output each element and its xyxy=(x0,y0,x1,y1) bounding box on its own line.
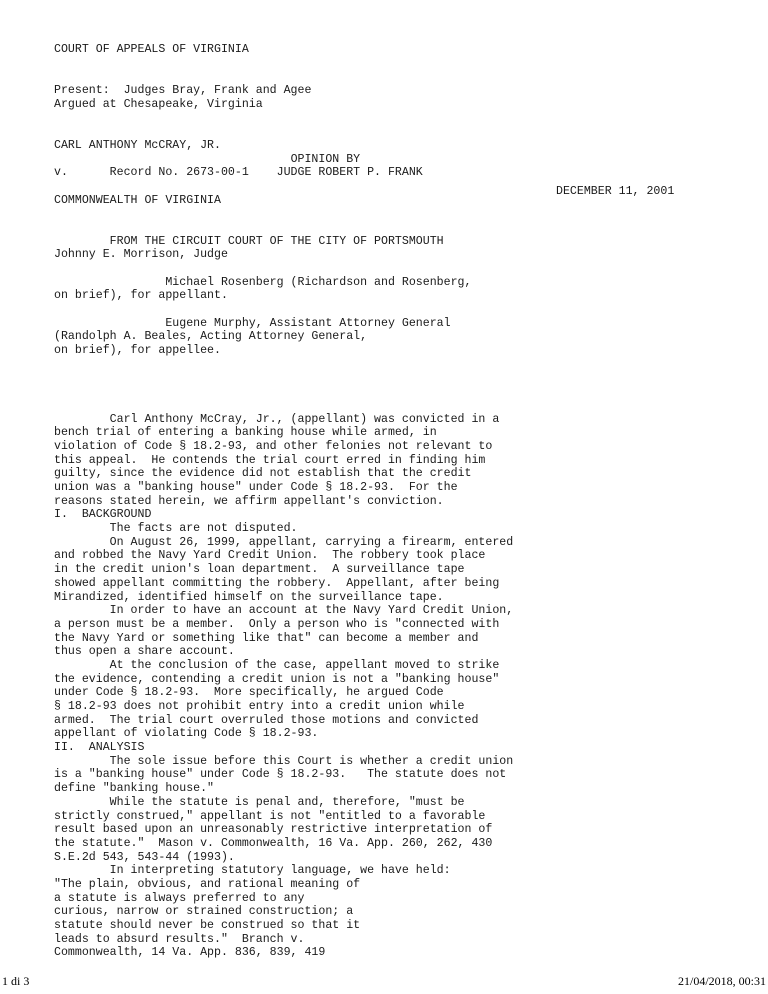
opinion-line: bench trial of entering a banking house while armed, in xyxy=(54,426,437,440)
quoted-line: "The plain, obvious, and rational meaning of xyxy=(54,877,361,891)
opinion-line: define "banking house." xyxy=(54,782,215,796)
opinion-line: violation of Code § 18.2-93, and other felonies not relevant to xyxy=(54,439,493,453)
opinion-line: While the statute is penal and, therefore, "must be xyxy=(54,795,465,809)
opinion-line: § 18.2-93 does not prohibit entry into a credit union while xyxy=(54,700,465,713)
opinion-line: Carl Anthony McCray, Jr., (appellant) was convicted in a xyxy=(54,412,500,426)
opinion-line: result based upon an unreasonably restrictive interpretation of xyxy=(54,823,493,837)
quoted-line: curious, narrow or strained construction; a xyxy=(54,905,354,919)
opinion-line: showed appellant committing the robbery. Appellant, after being xyxy=(54,576,500,590)
opinion-line: At the conclusion of the case, appellant moved to strike xyxy=(54,658,500,672)
opinion-line: In interpreting statutory language, we have held: xyxy=(54,864,451,878)
record-line: v. Record No. 2673-00-1 JUDGE ROBERT P. FRANK xyxy=(54,166,423,180)
opinion-line: reasons stated herein, we affirm appellant's conviction. xyxy=(54,494,444,508)
quoted-line: leads to absurd results." Branch v. xyxy=(54,932,305,946)
opinion-document xyxy=(54,43,513,960)
opinion-line: On August 26, 1999, appellant, carrying a firearm, entered xyxy=(54,535,514,549)
page-counter: 1 di 3 xyxy=(2,974,30,988)
argued-location: Argued at Chesapeake, Virginia xyxy=(54,97,263,111)
opinion-line: the statute." Mason v. Commonwealth, 16 Va. App. 260, 262, 430 xyxy=(54,836,493,850)
quoted-line: a statute is always preferred to any xyxy=(54,891,305,905)
counsel-line: Eugene Murphy, Assistant Attorney General xyxy=(54,316,451,330)
counsel-line: Michael Rosenberg (Richardson and Rosenberg, xyxy=(54,275,472,289)
counsel-line: on brief), for appellee. xyxy=(54,344,221,358)
trial-judge: Johnny E. Morrison, Judge xyxy=(54,248,228,262)
opinion-line: thus open a share account. xyxy=(54,645,235,659)
quoted-line: statute should never be construed so that it xyxy=(54,919,361,932)
opinion-line: is a "banking house" under Code § 18.2-93. The statute does not xyxy=(54,768,507,782)
appellee-name: COMMONWEALTH OF VIRGINIA xyxy=(54,193,221,207)
counsel-line: (Randolph A. Beales, Acting Attorney General, xyxy=(54,330,368,344)
opinion-line: Mirandized, identified himself on the surveillance tape. xyxy=(54,590,444,604)
counsel-line: on brief), for appellant. xyxy=(54,289,228,303)
opinion-line: guilty, since the evidence did not establish that the credit xyxy=(54,467,472,481)
opinion-line: in the credit union's loan department. A surveillance tape xyxy=(54,563,465,577)
opinion-line: The facts are not disputed. xyxy=(54,522,298,536)
opinion-by-label: OPINION BY xyxy=(290,152,361,166)
panel-judges: Present: Judges Bray, Frank and Agee xyxy=(54,84,312,98)
print-timestamp: 21/04/2018, 00:31 xyxy=(677,974,766,988)
opinion-line: S.E.2d 543, 543-44 (1993). xyxy=(54,850,235,864)
opinion-line: Commonwealth, 14 Va. App. 836, 839, 419 xyxy=(54,946,326,960)
section-heading-analysis: II. ANALYSIS xyxy=(54,741,145,755)
opinion-line: strictly construed," appellant is not "entitled to a favorable xyxy=(54,809,486,823)
court-name: COURT OF APPEALS OF VIRGINIA xyxy=(54,43,249,56)
opinion-line: armed. The trial court overruled those motions and convicted xyxy=(54,713,479,727)
opinion-line: this appeal. He contends the trial court erred in finding him xyxy=(54,453,486,467)
opinion-line: the evidence, contending a credit union is not a "banking house" xyxy=(54,672,500,686)
decision-date: DECEMBER 11, 2001 xyxy=(556,185,675,198)
lower-court-line: FROM THE CIRCUIT COURT OF THE CITY OF PORTSMOUTH xyxy=(54,234,444,248)
appellant-name: CARL ANTHONY McCRAY, JR. xyxy=(54,138,221,152)
opinion-line: appellant of violating Code § 18.2-93. xyxy=(54,727,319,741)
opinion-line: and robbed the Navy Yard Credit Union. The robbery took place xyxy=(54,549,486,563)
opinion-line: a person must be a member. Only a person who is "connected with xyxy=(54,617,500,631)
opinion-line: In order to have an account at the Navy Yard Credit Union, xyxy=(54,604,514,618)
opinion-line: under Code § 18.2-93. More specifically, he argued Code xyxy=(54,686,444,700)
opinion-line: the Navy Yard or something like that" can become a member and xyxy=(54,631,479,645)
opinion-line: The sole issue before this Court is whether a credit union xyxy=(54,754,514,768)
opinion-line: union was a "banking house" under Code § 18.2-93. For the xyxy=(54,481,458,494)
section-heading-background: I. BACKGROUND xyxy=(54,508,152,522)
